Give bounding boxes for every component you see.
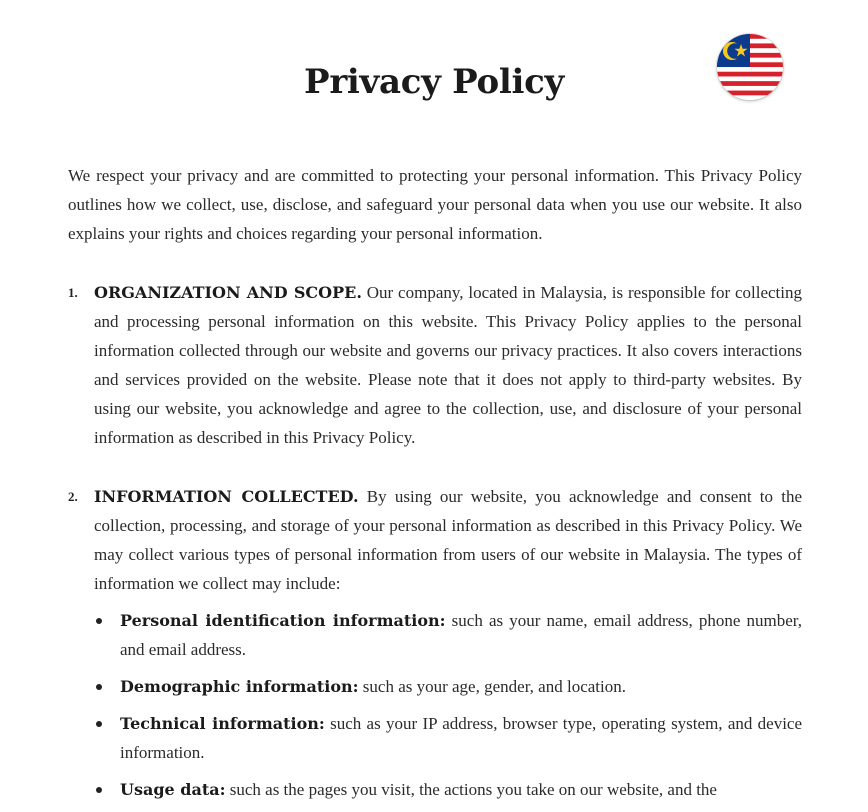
list-item xyxy=(94,775,802,804)
section-body xyxy=(94,278,802,452)
list-item-text: such as the pages you visit, the actions you take on our website, and the xyxy=(229,780,717,799)
section-body xyxy=(94,482,802,598)
list-item xyxy=(94,672,802,701)
page-title: Privacy Policy xyxy=(304,62,564,102)
list-item-text: such as your name, email address, phone number, and email address. xyxy=(120,611,803,659)
section-text: Our company, located in Malaysia, is responsible for collecting and processing personal information on this website. This Privacy Policy applies to the personal information collected through our website and governs our privacy practices. It also covers interactions and services provided on the website. Please note that it does not apply to third-party websites. By using our website, you acknowledge and agree to the collection, use, and disclosure of your personal information as described in this Privacy Policy. xyxy=(94,283,803,447)
list-item-term: Technical information: xyxy=(120,714,325,733)
list-item-text: such as your IP address, browser type, operating system, and device information. xyxy=(120,714,803,762)
section-list xyxy=(68,278,802,804)
list-item-term: Personal identification information: xyxy=(120,611,446,630)
list-item xyxy=(94,709,802,767)
section-number: 1. xyxy=(68,285,78,300)
section-number: 2. xyxy=(68,489,78,504)
list-item xyxy=(94,606,802,664)
section-heading: ORGANIZATION AND SCOPE. xyxy=(94,283,362,302)
intro-paragraph: We respect your privacy and are committed to protecting your personal information. This Privacy Policy outlines how we collect, use, disclose, and safeguard your personal data when you use our website. It also explains your rights and choices regarding your personal information. xyxy=(68,166,802,243)
document-content xyxy=(68,161,802,812)
section-organization-and-scope xyxy=(68,278,802,452)
list-item-term: Demographic information: xyxy=(120,677,359,696)
list-item-term: Usage data: xyxy=(120,780,226,799)
bullet-icon xyxy=(96,721,102,727)
bullet-icon xyxy=(96,684,102,690)
collected-info-list xyxy=(94,606,802,804)
bullet-icon xyxy=(96,787,102,793)
section-information-collected xyxy=(68,482,802,804)
section-text: By using our website, you acknowledge and consent to the collection, processing, and storage of your personal information as described in this Privacy Policy. We may collect various types of personal information from users of our website in Malaysia. The types of information we collect may include: xyxy=(94,487,803,593)
bullet-icon xyxy=(96,618,102,624)
list-item-text: such as your age, gender, and location. xyxy=(362,677,626,696)
section-heading: INFORMATION COLLECTED. xyxy=(94,487,359,506)
